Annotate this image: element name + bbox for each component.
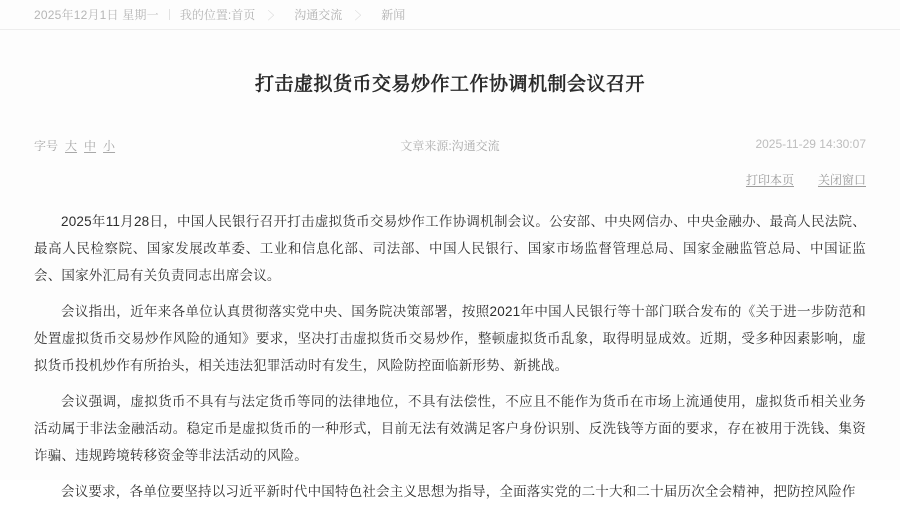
current-date: 2025年12月1日 星期一 [34,8,159,22]
divider [169,9,170,20]
location-label: 我的位置: [179,8,232,22]
article-container [0,72,900,505]
article-paragraph: 会议强调，虚拟货币不具有与法定货币等同的法律地位，不具有法偿性，不应且不能作为货币在市场上流通使用，虚拟货币相关业务活动属于非法金融活动。稳定币是虚拟货币的一种形式，目前无法有效满足客户身份识别、反洗钱等方面的要求，存在被用于洗钱、集资诈骗、违规跨境转移资金等非法活动的风险。 [34,393,866,463]
article-timestamp: 2025-11-29 14:30:07 [755,136,866,151]
chevron-right-icon: 〉 [354,9,369,22]
source-value[interactable]: 沟通交流 [451,138,500,153]
article-meta-row [34,137,866,157]
page-title: 打击虚拟货币交易炒作工作协调机制会议召开 [254,74,645,95]
font-size-large[interactable]: 大 [65,138,78,153]
source-label: 文章来源: [400,138,452,153]
close-window-link[interactable]: 关闭窗口 [817,172,866,187]
breadcrumb-item-home[interactable]: 首页 [231,8,256,22]
breadcrumb-item-news[interactable]: 新闻 [381,8,406,22]
font-size-small[interactable]: 小 [103,138,116,153]
font-size-label: 字号 [34,138,59,153]
breadcrumb-bar [0,0,900,30]
article-source [400,137,499,154]
font-size-medium[interactable]: 中 [84,138,97,153]
font-size-switcher [34,137,115,154]
article-paragraph: 会议指出，近年来各单位认真贯彻落实党中央、国务院决策部署，按照2021年中国人民银行等十部门联合发布的《关于进一步防范和处置虚拟货币交易炒作风险的通知》要求，坚决打击虚拟货币交易炒作，整顿虚拟货币乱象，取得明显成效。近期，受多种因素影响，虚拟货币投机炒作有所抬头，相关违法犯罪活动时有发生，风险防控面临新形势、新挑战。 [34,303,866,373]
article-body [34,208,866,505]
chevron-right-icon: 〉 [267,9,282,22]
breadcrumb-item-communication[interactable]: 沟通交流 [294,8,343,22]
article-actions [34,171,866,188]
print-page-link[interactable]: 打印本页 [745,172,794,187]
article-paragraph: 2025年11月28日，中国人民银行召开打击虚拟货币交易炒作工作协调机制会议。公安部、中央网信办、中央金融办、最高人民法院、最高人民检察院、国家发展改革委、工业和信息化部、司法部、中国人民银行、国家市场监督管理总局、国家金融监管总局、中国证监会、国家外汇局有关负责同志出席会议。 [34,213,866,283]
article-paragraph: 会议要求，各单位要坚持以习近平新时代中国特色社会主义思想为指导，全面落实党的二十大和二十届历次全会精神，把防控风险作 [61,483,856,499]
